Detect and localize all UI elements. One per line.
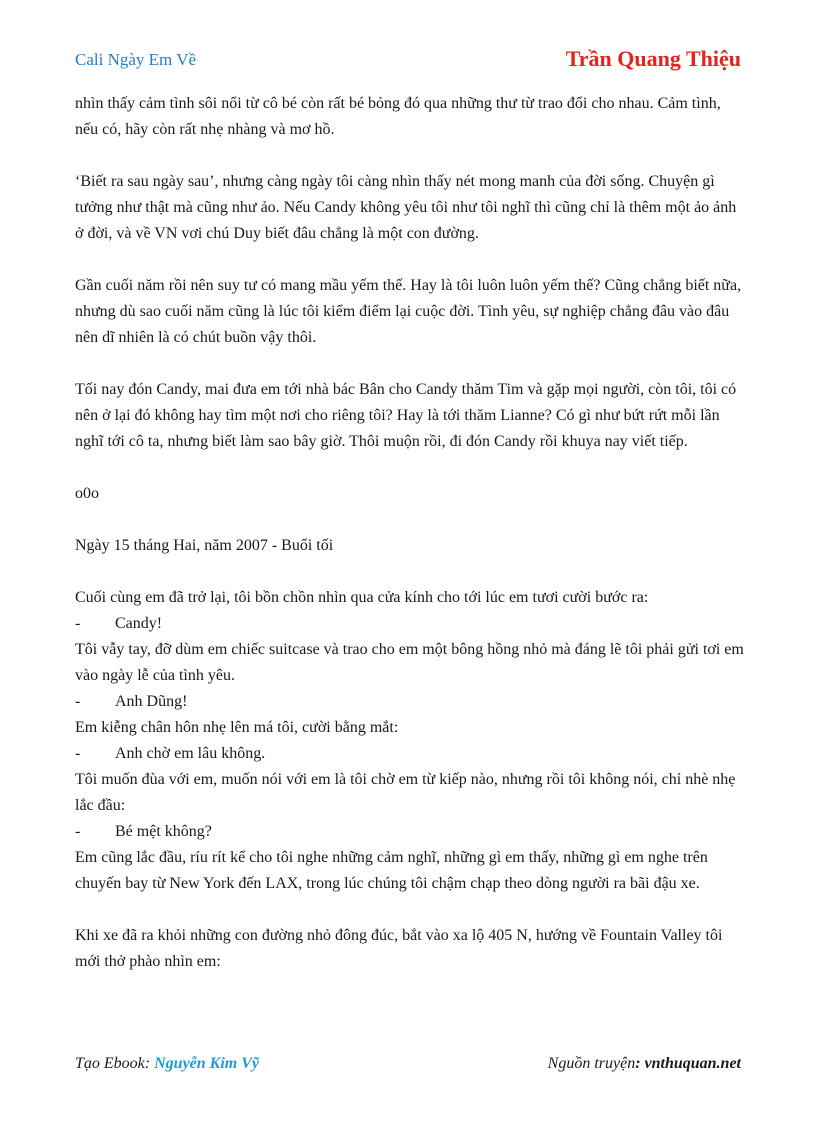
body-text	[75, 91, 747, 975]
paragraph: Em cũng lắc đầu, ríu rít kể cho tôi nghe những cảm nghĩ, những gì em thấy, những gì em nghe trên chuyến bay từ New York đến LAX, trong lúc chúng tôi chậm chạp theo dòng người ra bãi đậu xe.	[75, 849, 708, 892]
source-label: Nguồn truyện	[547, 1055, 636, 1072]
paragraph: Tôi muốn đùa với em, muốn nói với em là tôi chờ em từ kiếp nào, nhưng rồi tôi không nói, chỉ nhè nhẹ lắc đầu:	[75, 771, 736, 814]
dialogue-text: Anh chờ em lâu không.	[115, 745, 266, 762]
section-separator: o0o	[75, 485, 99, 502]
ebook-credit	[75, 1055, 259, 1073]
date-line: Ngày 15 tháng Hai, năm 2007 - Buổi tối	[75, 537, 334, 554]
paragraph: Gần cuối năm rồi nên suy tư có mang mầu yếm thế. Hay là tôi luôn luôn yếm thế? Cũng chẳng biết nữa, nhưng dù sao cuối năm cũng là lúc tôi kiểm điểm lại cuộc đời. Tình yêu, sự nghiệp chẳng đâu vào đâu nên dĩ nhiên là có chút buồn vậy thôi.	[75, 277, 742, 346]
paragraph: Tối nay đón Candy, mai đưa em tới nhà bác Bân cho Candy thăm Tim và gặp mọi người, còn tôi, tôi có nên ở lại đó không hay tìm một nơi cho riêng tôi? Hay là tới thăm Lianne? Có gì như bứt rứt mỗi lần nghĩ tới cô ta, nhưng biết làm sao bây giờ. Thôi muộn rồi, đi đón Candy rồi khuya nay viết tiếp.	[75, 381, 737, 450]
paragraph: nhìn thấy cảm tình sôi nổi từ cô bé còn rất bé bỏng đó qua những thư từ trao đổi cho nhau. Cảm tình, nếu có, hãy còn rất nhẹ nhàng và mơ hồ.	[75, 95, 721, 138]
source-site: vnthuquan.net	[644, 1055, 741, 1072]
dash-mark: -	[75, 823, 81, 840]
source-separator: :	[635, 1055, 645, 1072]
source-credit	[548, 1055, 741, 1073]
dialogue-line	[75, 689, 747, 715]
dash-mark: -	[75, 615, 81, 632]
dash-mark: -	[75, 745, 81, 762]
dash-mark: -	[75, 693, 81, 710]
book-title: Cali Ngày Em Về	[75, 50, 197, 69]
dialogue-text: Anh Dũng!	[115, 693, 188, 710]
paragraph: Cuối cùng em đã trở lại, tôi bồn chồn nhìn qua cửa kính cho tới lúc em tươi cười bước ra:	[75, 589, 649, 606]
dialogue-line	[75, 741, 747, 767]
paragraph: Khi xe đã ra khỏi những con đường nhỏ đông đúc, bắt vào xa lộ 405 N, hướng về Fountain Valley tôi mới thở phào nhìn em:	[75, 927, 723, 970]
dialogue-line	[75, 819, 747, 845]
dialogue-text: Bé mệt không?	[115, 823, 212, 840]
paragraph: Tôi vẫy tay, đỡ dùm em chiếc suitcase và trao cho em một bông hồng nhỏ mà đáng lẽ tôi phải gửi tơi em vào ngày lễ của tình yêu.	[75, 641, 744, 684]
paragraph: ‘Biết ra sau ngày sau’, nhưng càng ngày tôi càng nhìn thấy nét mong manh của đời sống. Chuyện gì tưởng như thật mà cũng như ảo. Nếu Candy không yêu tôi như tôi nghĩ thì cũng chỉ là thêm một ảo ảnh ở đời, và về VN vơi chú Duy biết đâu chẳng là một con đường.	[75, 173, 737, 242]
dialogue-text: Candy!	[115, 615, 163, 632]
ebook-creator-name: Nguyễn Kim Vỹ	[154, 1055, 259, 1072]
ebook-separator: :	[144, 1055, 155, 1072]
paragraph: Em kiễng chân hôn nhẹ lên má tôi, cười bằng mắt:	[75, 719, 399, 736]
ebook-label: Tạo Ebook	[75, 1055, 145, 1072]
author-name: Trần Quang Thiệu	[565, 46, 741, 71]
dialogue-line	[75, 611, 747, 637]
